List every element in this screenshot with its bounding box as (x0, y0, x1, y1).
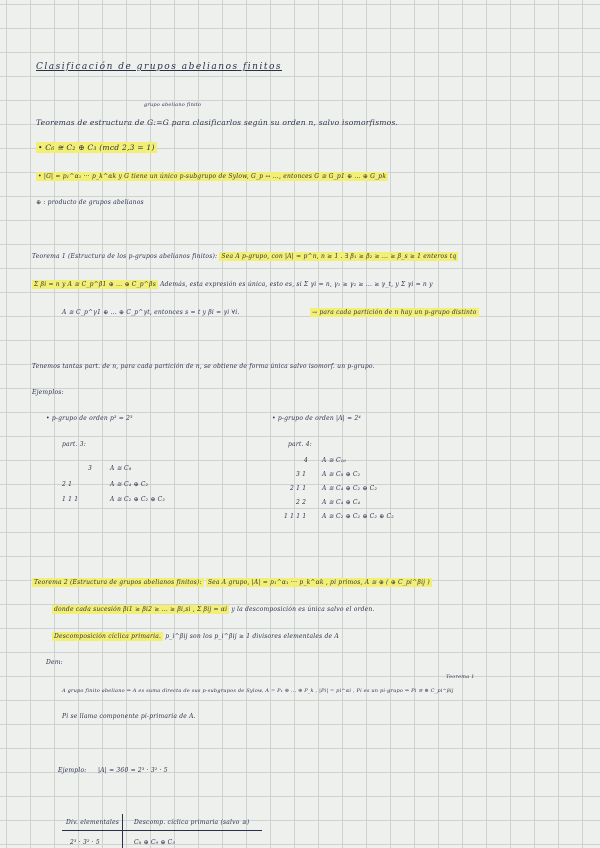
theorem1-line2 (32, 280, 433, 290)
example-right-p0: 4 (304, 457, 309, 464)
example-left-p1: 2 1 (62, 481, 73, 488)
theorem2-line3 (52, 632, 339, 642)
theorem1-line1 (32, 252, 458, 262)
theorem2-line1 (32, 578, 432, 588)
example-right-heading: • p-grupo de orden |A| = 2⁴ (272, 415, 362, 422)
theorem1-label: Teorema 1 (Estructura de los p-grupos abelianos finitos): (32, 253, 218, 260)
partition-remark: Tenemos tantas part. de n, para cada partición de n, se obtiene de forma única salvo isomorf. un p-grupo. (32, 363, 375, 370)
theorem2-sequences: donde cada sucesión βi1 ≥ βi2 ≥ ... ≥ βi,si , Σ βij = αi (54, 606, 228, 613)
direct-sum-note: ⊕ : producto de grupos abelianos (36, 199, 144, 206)
example-right-p2: 2 1 1 (290, 485, 307, 492)
bullet-one (36, 143, 157, 153)
example-left-p2: 1 1 1 (62, 496, 79, 503)
examples-label: Ejemplos: (32, 389, 64, 396)
annotation-grupo-abeliano: grupo abeliano finito (144, 102, 202, 108)
proof-label: Dem: (46, 659, 63, 666)
proof-line2: Pi se llama componente pi-primaria de A. (62, 713, 196, 720)
example-right-p3: 2 2 (296, 499, 307, 506)
theorem2-line2 (52, 605, 375, 615)
page-title: Clasificación de grupos abelianos finitos (36, 62, 283, 72)
example-right-partitions: part. 4: (288, 441, 312, 448)
example-right-p4: 1 1 1 1 (284, 513, 307, 520)
bullet-one-text: • C₆ ≅ C₂ ⊕ C₃ (mcd 2,3 = 1) (38, 143, 155, 152)
proof-line1: A grupo finito abeliano ⇒ A es suma directa de sus p-subgrupos de Sylow, A = P₁ ⊕ ... ⊕ P_k , |Pi| = pi^αi , Pi es un pi-grupo ⇒ Pi ≅ ⊕ C_pi^βij (62, 688, 454, 694)
example-right-p1: 3 1 (296, 471, 307, 478)
table-header-rule (62, 830, 262, 831)
theorem2-label: Teorema 2 (Estructura de grupos abelianos finitos): (34, 579, 202, 586)
proof-annotation-theorem1: Teorema 1 (446, 674, 475, 680)
theorem2-statement: Sea A grupo, |A| = p₁^α₁ ··· p_k^αk , pi primos, A ≅ ⊕ ( ⊕ C_pi^βij ) (207, 579, 430, 586)
example-right-g0: A ≅ C₁₆ (322, 457, 346, 464)
example-right-g3: A ≅ C₄ ⊕ C₄ (322, 499, 361, 506)
example-left-g0: A ≅ C₈ (110, 465, 132, 472)
example-left-partitions: part. 3: (62, 441, 86, 448)
example-left-p0: 3 (88, 465, 93, 472)
example-right-g1: A ≅ C₈ ⊕ C₂ (322, 471, 361, 478)
theorem1-partition-note: → para cada partición de n hay un p-grupo distinto (312, 309, 477, 316)
example-left-g1: A ≅ C₄ ⊕ C₂ (110, 481, 149, 488)
theorem1-uniqueness: Además, esta expresión es única, esto es, si Σ γi = n, γ₁ ≥ γ₂ ≥ ... ≥ γ_t, y Σ γi = n y (160, 281, 433, 288)
final-example-label: Ejemplo: (58, 767, 87, 774)
intro-line: Teoremas de estructura de G:=G para clasificarlos según su orden n, salvo isomorfismos. (36, 118, 399, 127)
bullet-two (36, 172, 388, 182)
example-right-g4: A ≅ C₂ ⊕ C₂ ⊕ C₂ ⊕ C₂ (322, 513, 394, 520)
theorem1-statement: Sea A p-grupo, con |A| = p^n, n ≥ 1 . ∃ β₁ ≥ β₂ ≥ ... ≥ β_s ≥ 1 enteros tq (221, 253, 457, 260)
example-left-g2: A ≅ C₂ ⊕ C₂ ⊕ C₂ (110, 496, 166, 503)
theorem1-line3: A ≅ C_p^γ1 ⊕ ... ⊕ C_p^γt, entonces s = t y βi = γi ∀i. (62, 309, 240, 316)
table-column-rule (122, 814, 123, 848)
theorem1-partition-note-wrap (310, 308, 479, 318)
bullet-two-text: • |G| = p₁^α₁ ··· p_k^αk y G tiene un único p-subgrupo de Sylow, G_p ↔ ..., entonces G ≅ G_p1 ⊕ ... ⊕ G_pk (38, 173, 387, 180)
theorem2-uniqueness: y la descomposición es única salvo el orden. (231, 606, 375, 613)
table-header-divisors: Div. elementales (66, 819, 120, 826)
table-row1-divisors: 2³ · 3² · 5 (70, 839, 100, 846)
example-right-g2: A ≅ C₄ ⊕ C₂ ⊕ C₂ (322, 485, 378, 492)
table-row1-decomposition: C₈ ⊕ C₉ ⊕ C₅ (134, 839, 176, 846)
theorem2-primary-decomp: Descomposición cíclica primaria. (54, 633, 162, 640)
example-left-heading: • p-grupo de orden p³ = 2³ (46, 415, 133, 422)
theorem1-sum: Σ βi = n y A ≅ C_p^β1 ⊕ ... ⊕ C_p^βs (34, 281, 156, 288)
theorem2-divisors: p_i^βij son los p_i^βij ≥ 1 divisores elementales de A (165, 633, 339, 640)
final-example-order: |A| = 360 = 2³ · 3² · 5 (98, 767, 168, 774)
table-header-decomposition: Descomp. cíclica primaria (salvo ≅) (134, 819, 250, 826)
